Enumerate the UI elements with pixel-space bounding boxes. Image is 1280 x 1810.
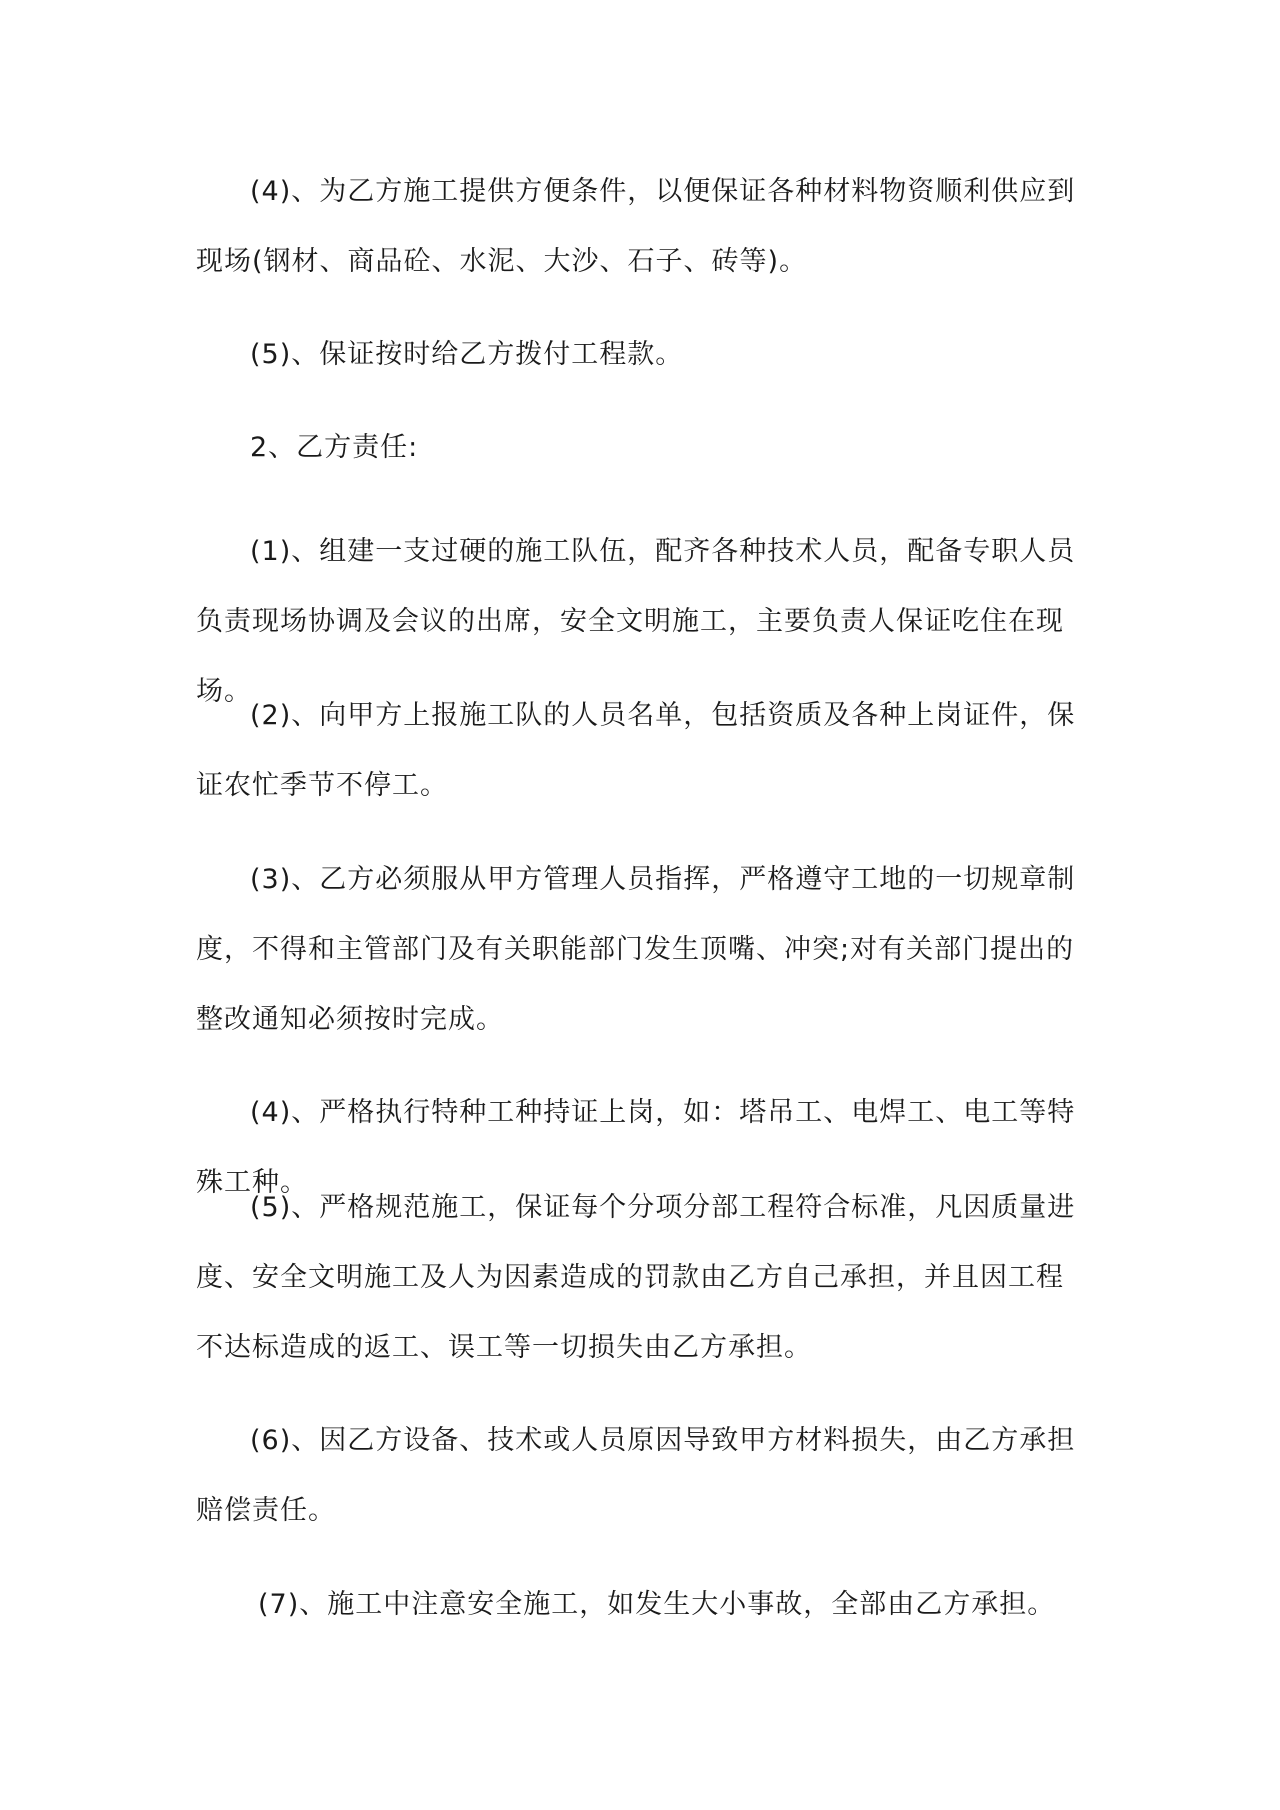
paragraph-party-b-item-1: (1)、组建一支过硬的施工队伍，配齐各种技术人员，配备专职人员负责现场协调及会议的出席，安全文明施工，主要负责人保证吃住在现场。 xyxy=(196,536,1076,707)
paragraph-party-a-item-4: (4)、为乙方施工提供方便条件，以便保证各种材料物资顺利供应到现场(钢材、商品砼、水泥、大沙、石子、砖等)。 xyxy=(196,176,1076,277)
section-heading-party-b: 2、乙方责任: xyxy=(250,432,419,463)
paragraph-party-a-item-5: (5)、保证按时给乙方拨付工程款。 xyxy=(250,339,684,370)
paragraph-party-b-item-3: (3)、乙方必须服从甲方管理人员指挥，严格遵守工地的一切规章制度，不得和主管部门及有关职能部门发生顶嘴、冲突;对有关部门提出的整改通知必须按时完成。 xyxy=(196,864,1076,1035)
paragraph-party-b-item-6: (6)、因乙方设备、技术或人员原因导致甲方材料损失，由乙方承担赔偿责任。 xyxy=(196,1425,1076,1526)
paragraph-party-b-item-4: (4)、严格执行特种工种持证上岗，如：塔吊工、电焊工、电工等特殊工种。 xyxy=(196,1097,1076,1198)
paragraph-party-b-item-2: (2)、向甲方上报施工队的人员名单，包括资质及各种上岗证件，保证农忙季节不停工。 xyxy=(196,700,1076,801)
paragraph-party-b-item-5: (5)、严格规范施工，保证每个分项分部工程符合标准，凡因质量进度、安全文明施工及人为因素造成的罚款由乙方自己承担，并且因工程不达标造成的返工、误工等一切损失由乙方承担。 xyxy=(196,1192,1076,1363)
paragraph-party-b-item-7: (7)、施工中注意安全施工，如发生大小事故，全部由乙方承担。 xyxy=(258,1589,1056,1620)
